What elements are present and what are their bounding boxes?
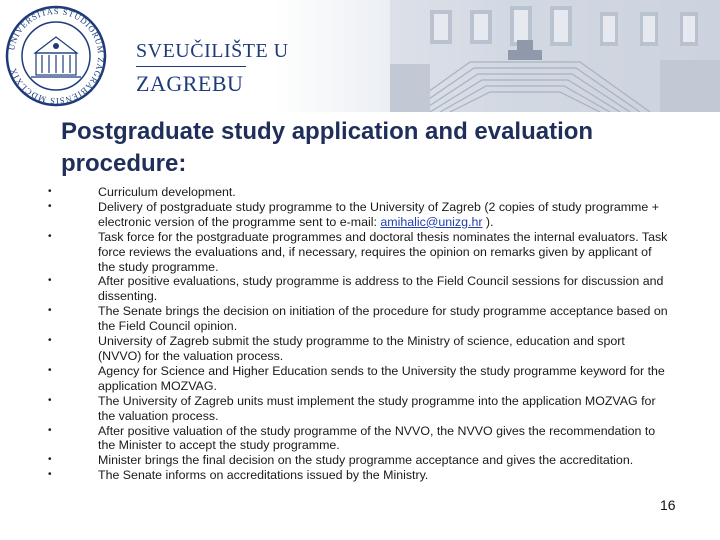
bullet-icon: • bbox=[48, 305, 52, 317]
slide-title: Postgraduate study application and evaluation procedure: bbox=[61, 118, 594, 177]
list-item: • The Senate informs on accreditations issued by the Ministry. bbox=[48, 468, 429, 483]
header-banner bbox=[0, 0, 720, 112]
university-name-line1: SVEUČILIŠTE U bbox=[136, 40, 289, 62]
bullet-icon: • bbox=[48, 469, 52, 481]
header-divider bbox=[136, 66, 246, 67]
list-item: • Agency for Science and Higher Education sends to the University the study programme keyword for the application MOZVAG. bbox=[48, 363, 665, 393]
bullet-icon: • bbox=[48, 424, 52, 436]
bullet-icon: • bbox=[48, 335, 52, 347]
list-item: • Minister brings the final decision on the study programme acceptance and gives the accreditation. bbox=[48, 453, 634, 468]
procedure-list bbox=[48, 185, 668, 483]
list-item: • The University of Zagreb units must implement the study programme into the application MOZVAG for the valuation process. bbox=[48, 393, 656, 423]
list-item: • After positive evaluations, study programme is address to the Field Council sessions for discussion and dissenting. bbox=[48, 274, 664, 304]
list-item: • Curriculum development. bbox=[48, 185, 236, 199]
bullet-icon: • bbox=[48, 230, 52, 242]
bullet-icon: • bbox=[48, 186, 52, 197]
bullet-icon: • bbox=[48, 364, 52, 376]
list-item: • Task force for the postgraduate programmes and doctoral thesis nominates the internal evaluators. Task force reviews the evaluations and, if necessary, requires the opinion on remarks given by applicant of the study programme. bbox=[48, 229, 668, 274]
bullet-icon: • bbox=[48, 275, 52, 287]
bullet-icon: • bbox=[48, 394, 52, 406]
building-photo bbox=[0, 0, 720, 112]
bullet-icon: • bbox=[48, 200, 52, 212]
list-item: • University of Zagreb submit the study programme to the Ministry of science, education and sport (NVVO) for the valuation process. bbox=[48, 334, 625, 363]
list-item: • After positive valuation of the study programme of the NVVO, the NVVO gives the recommendation to the Minister to accept the study programme. bbox=[48, 423, 656, 453]
page-number: 16 bbox=[660, 497, 676, 513]
list-item: • Delivery of postgraduate study programme to the University of Zagreb (2 copies of study programme + electronic version of the programme sent to e-mail: amihalic@unizg.hr ). bbox=[48, 199, 659, 229]
svg-text:UNIVERSITAS STUDIORUM ZAGRABIE: UNIVERSITAS STUDIORUM ZAGRABIENSIS MDCLXIX bbox=[6, 5, 107, 107]
bullet-icon: • bbox=[48, 454, 52, 466]
email-link[interactable]: amihalic@unizg.hr bbox=[380, 214, 483, 229]
university-name-line2: ZAGREBU bbox=[136, 71, 244, 96]
list-item: • The Senate brings the decision on initiation of the procedure for study programme acceptance based on the Field Council opinion. bbox=[48, 304, 668, 334]
university-seal-logo bbox=[5, 5, 107, 107]
